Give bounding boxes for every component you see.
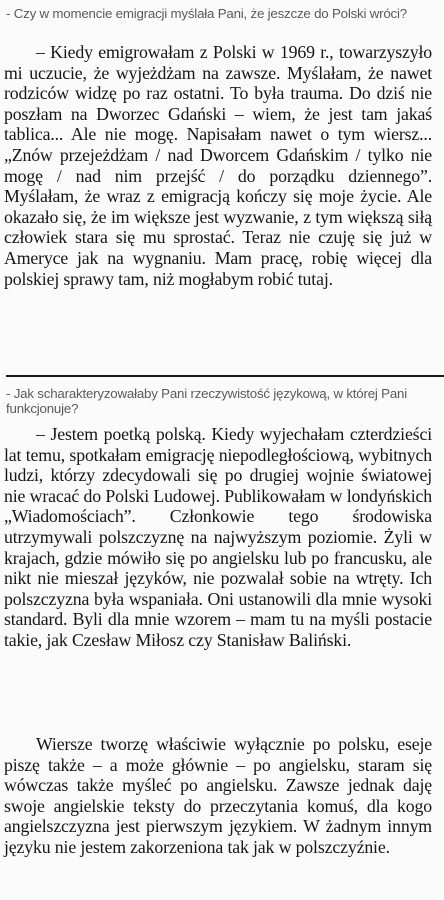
section-divider (6, 375, 444, 377)
interview-answer-language-continued: Wiersze tworzę właściwie wyłącznie po polsku, eseje piszę także – a może głównie – po angielsku, staram się wówczas także myśleć po angielsku. Zawsze jednak daję swoje angielskie teksty do przeczytania komuś, dla kogo angielszczyzna jest pierwszym językiem. W żadnym innym języku nie jestem zakorzeniona tak jak w polszczyźnie. (4, 734, 432, 857)
interview-question-emigration: - Czy w momencie emigracji myślała Pani, że jeszcze do Polski wróci? (6, 6, 407, 21)
interview-question-language: - Jak scharakteryzowałaby Pani rzeczywistość językową, w której Pani funkcjonuje? (6, 386, 407, 416)
interview-answer-language: – Jestem poetką polską. Kiedy wyjechałam czterdzieści lat temu, spotkałam emigrację niepodległościową, wybitnych ludzi, którzy zdecydowali się po drugiej wojnie światowej nie wracać do Polski Ludowej. Publikowałam w londyńskich „Wiadomościach”. Członkowie tego środowiska utrzymywali polszczyznę na najwyższym poziomie. Żyli w krajach, gdzie mówiło się po angielsku lub po francusku, ale nikt nie mieszał języków, nie pozwalał sobie na wtręty. Ich polszczyzna była wspaniała. Oni ustanowili dla mnie wysoki standard. Byli dla mnie wzorem – mam tu na myśli postacie takie, jak Czesław Miłosz czy Stanisław Baliński. (4, 424, 432, 650)
interview-answer-emigration: – Kiedy emigrowałam z Polski w 1969 r., towarzyszyło mi uczucie, że wyjeżdżam na zawsze. Myślałam, że nawet rodziców widzę po raz ostatni. To była trauma. Do dziś nie poszłam na Dworzec Gdański – wiem, że jest tam jakaś tablica... Ale nie mogę. Napisałam nawet o tym wiersz... „Znów przejeżdżam / nad Dworcem Gdańskim / tylko nie mogę / nad nim przejść / do porządku dziennego”. Myślałam, że wraz z emigracją kończy się moje życie. Ale okazało się, że im większe jest wyzwanie, z tym większą siłą człowiek stara się mu sprostać. Teraz nie czuję się już w Ameryce jak na wygnaniu. Mam pracę, robię więcej dla polskiej sprawy tam, niż mogłabym robić tutaj. (4, 42, 432, 289)
